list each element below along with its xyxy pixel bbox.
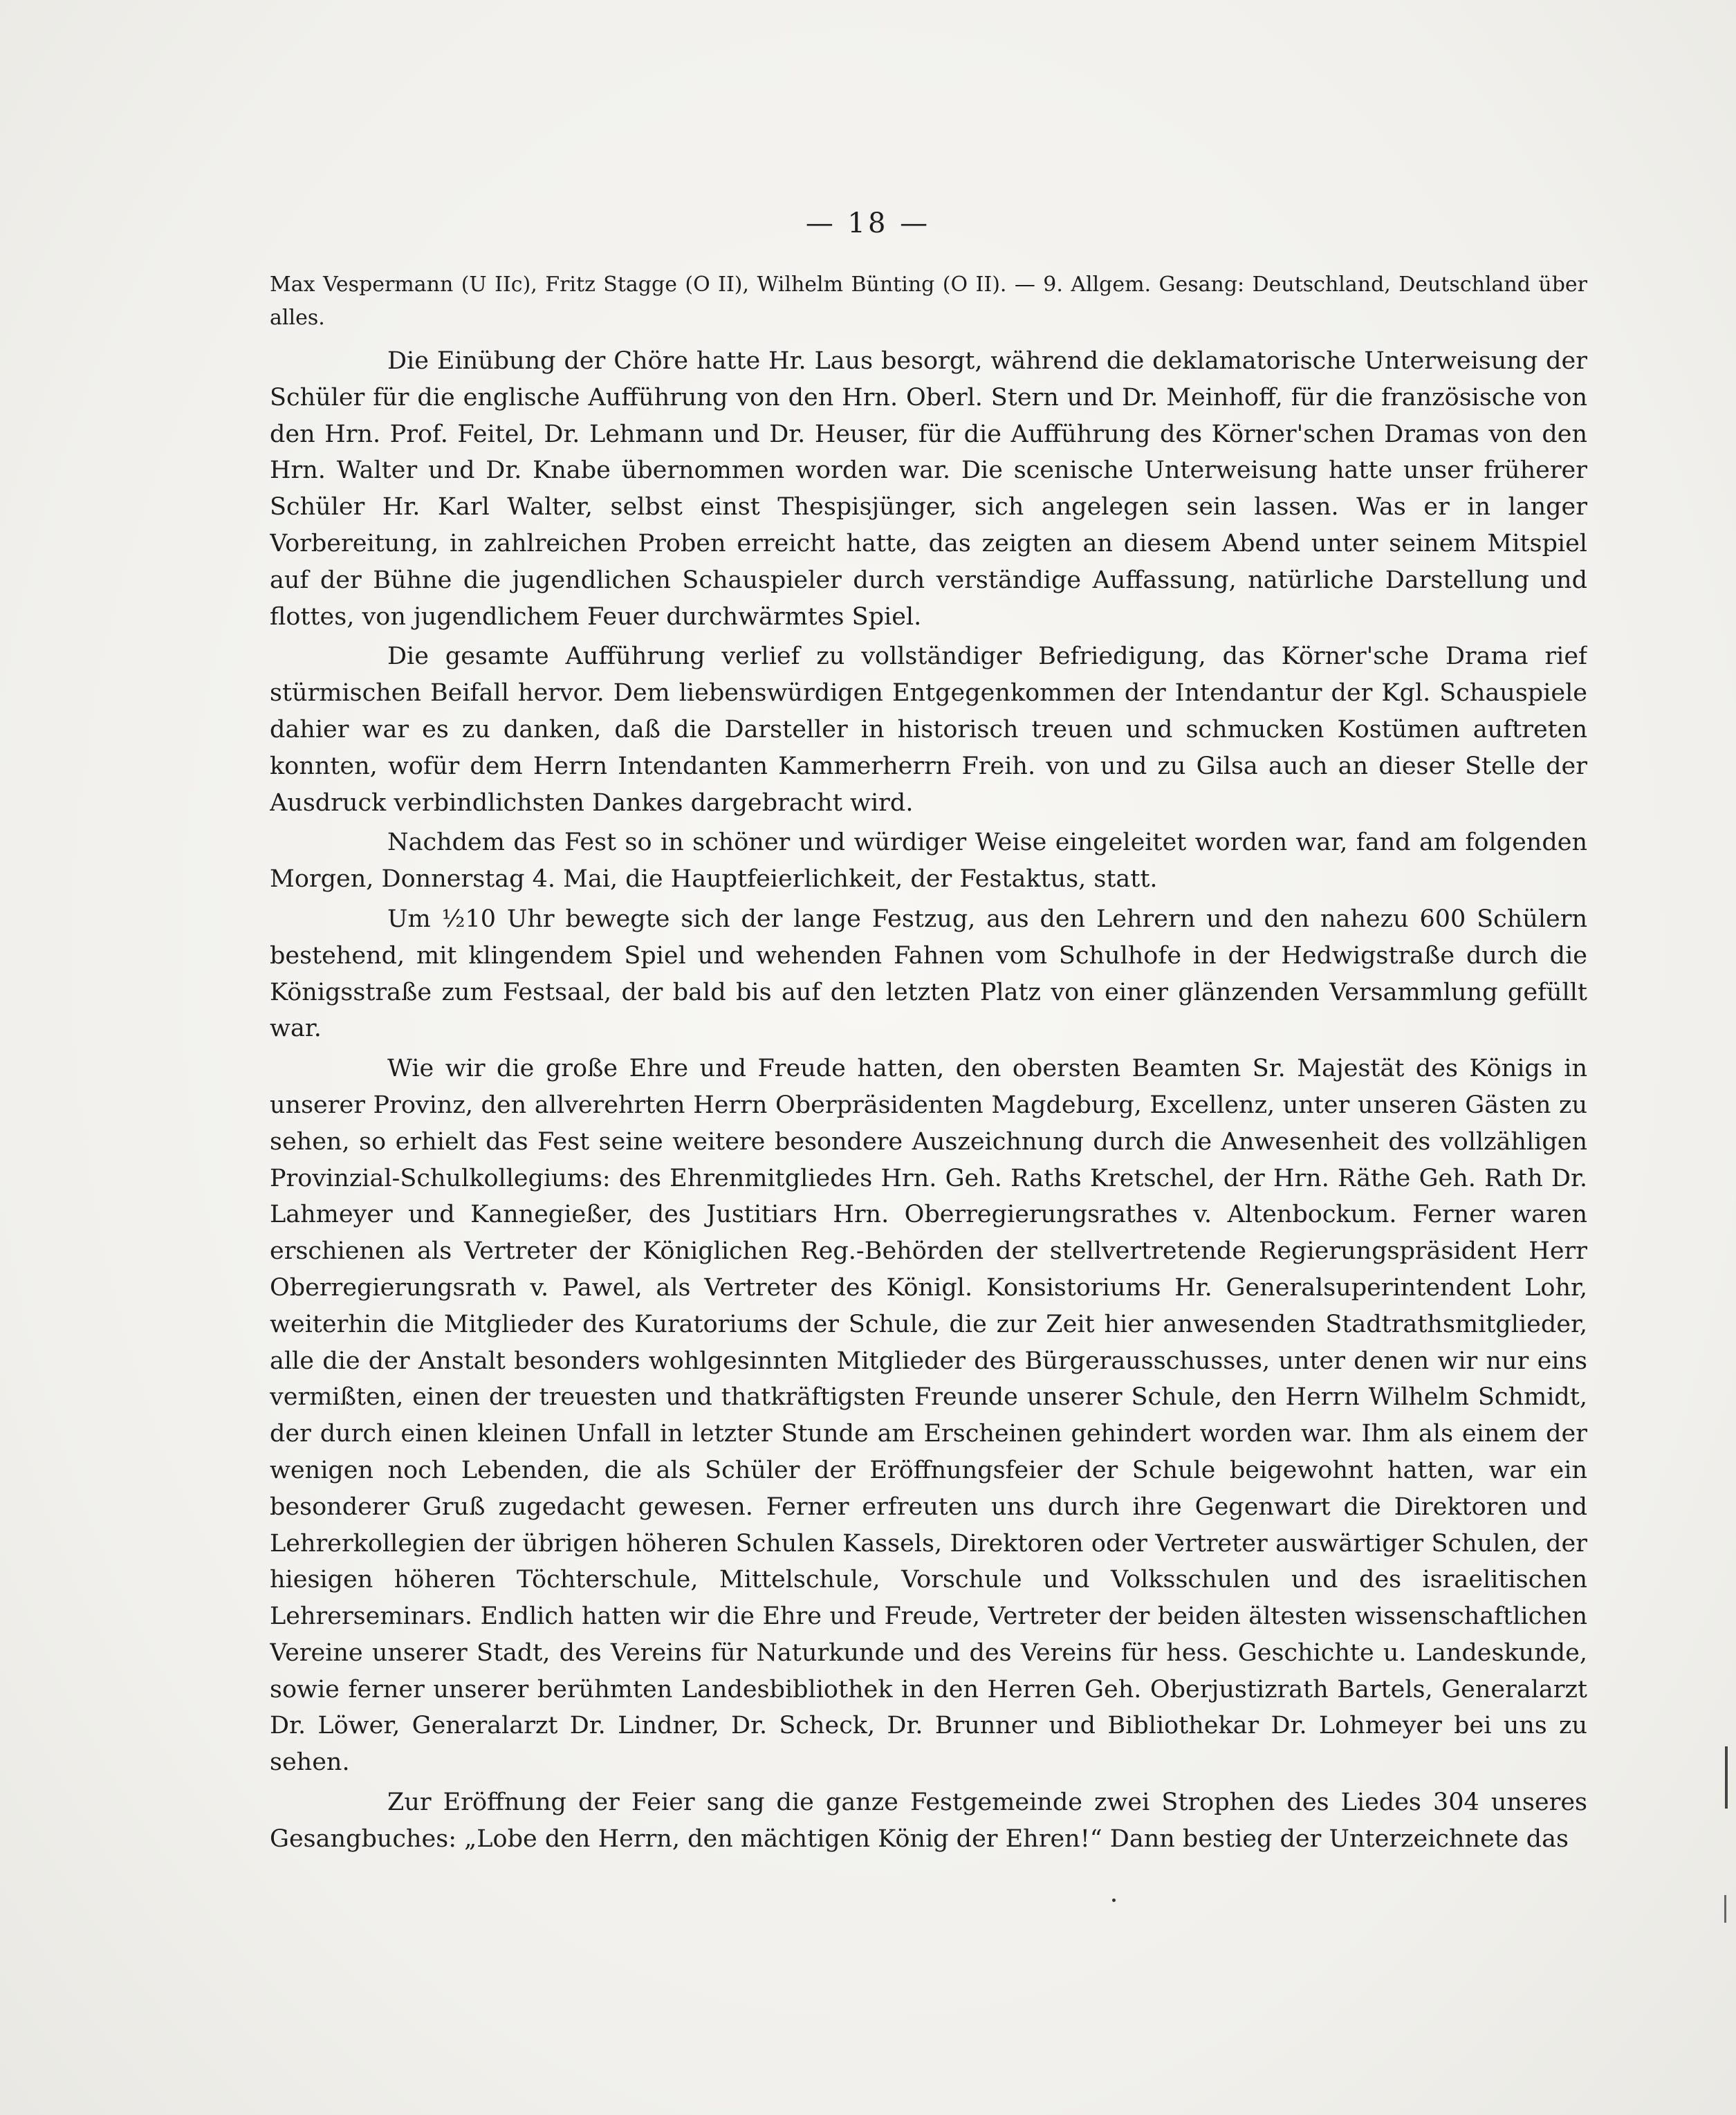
paragraph-next-morning: Nachdem das Fest so in schöner und würdiger Weise eingeleitet worden war, fand am folgenden Morgen, Donnerstag 4. Mai, die Hauptfeierlichkeit, der Festaktus, statt. [270,829,1587,894]
body-text [270,268,1587,2094]
paragraph-procession: Um ½10 Uhr bewegte sich der lange Festzug, aus den Lehrern und den nahezu 600 Schülern bestehend, mit klingendem Spiel und wehenden Fahnen vom Schulhofe in der Hedwigstraße durch die Königsstraße zum Festsaal, der bald bis auf den letzten Platz von einer glänzenden Versammlung gefüllt war. [270,905,1587,1043]
scan-edge-mark [1725,1746,1728,1809]
paragraph-rehearsals: Die Einübung der Chöre hatte Hr. Laus besorgt, während die deklamatorische Unterweisung der Schüler für die englische Aufführung von den Hrn. Oberl. Stern und Dr. Meinhoff, für die französische von den Hrn. Prof. Feitel, Dr. Lehmann und Dr. Heuser, für die Aufführung des Körner'schen Dramas von den Hrn. Walter und Dr. Knabe übernommen worden war. Die scenische Unterweisung hatte unser früherer Schüler Hr. Karl Walter, selbst einst Thespisjünger, sich angelegen sein lassen. Was er in langer Vorbereitung, in zahlreichen Proben erreicht hatte, das zeigten an diesem Abend unter seinem Mitspiel auf der Bühne die jugendlichen Schauspieler durch verständige Auffassung, natürliche Darstellung und flottes, von jugendlichem Feuer durchwärmtes Spiel. [270,347,1587,631]
paragraph-program-continuation: Max Vespermann (U IIc), Fritz Stagge (O II), Wilhelm Bünting (O II). — 9. Allgem. Gesang: Deutschland, Deutschland über alles. [270,273,1587,330]
paragraph-performance: Die gesamte Aufführung verlief zu vollständiger Befriedigung, das Körner'sche Drama rief stürmischen Beifall hervor. Dem liebenswürdigen Entgegenkommen der Intendantur der Kgl. Schauspiele dahier war es zu danken, daß die Darsteller in historisch treuen und schmucken Kostümen auftreten konnten, wofür dem Herrn Intendanten Kammerherrn Freih. von und zu Gilsa auch an dieser Stelle der Ausdruck verbindlichsten Dankes dargebracht wird. [270,643,1587,817]
scan-edge-mark-small [1724,1895,1726,1923]
paragraph-opening: Zur Eröffnung der Feier sang die ganze Festgemeinde zwei Strophen des Liedes 304 unseres Gesangbuches: „Lobe den Herrn, den mächtigen König der Ehren!“ Dann bestieg der Unterzeichnete das [270,1789,1587,1853]
print-speck [1112,1899,1116,1902]
paragraph-guests: Wie wir die große Ehre und Freude hatten, den obersten Beamten Sr. Majestät des Königs in unserer Provinz, den allverehrten Herrn Oberpräsidenten Magdeburg, Excellenz, unter unseren Gästen zu sehen, so erhielt das Fest seine weitere besondere Auszeichnung durch die Anwesenheit des vollzähligen Provinzial-Schulkollegiums: des Ehrenmitgliedes Hrn. Geh. Raths Kretschel, der Hrn. Räthe Geh. Rath Dr. Lahmeyer und Kannegießer, des Justitiars Hrn. Oberregierungsrathes v. Altenbockum. Ferner waren erschienen als Vertreter der Königlichen Reg.-Behörden der stellvertretende Regierungspräsident Herr Oberregierungsrath v. Pawel, als Vertreter des Königl. Konsistoriums Hr. Generalsuperintendent Lohr, weiterhin die Mitglieder des Kuratoriums der Schule, die zur Zeit hier anwesenden Stadtrathsmitglieder, alle die der Anstalt besonders wohlgesinnten Mitglieder des Bürgerausschusses, unter denen wir nur eins vermißten, einen der treuesten und thatkräftigsten Freunde unserer Schule, den Herrn Wilhelm Schmidt, der durch einen kleinen Unfall in letzter Stunde am Erscheinen gehindert worden war. Ihm als einem der wenigen noch Lebenden, die als Schüler der Eröffnungsfeier der Schule beigewohnt hatten, war ein besonderer Gruß zugedacht gewesen. Ferner erfreuten uns durch ihre Gegenwart die Direktoren und Lehrerkollegien der übrigen höheren Schulen Kassels, Direktoren oder Vertreter auswärtiger Schulen, der hiesigen höheren Töchterschule, Mittelschule, Vorschule und Volksschulen und des israelitischen Lehrerseminars. Endlich hatten wir die Ehre und Freude, Vertreter der beiden ältesten wissenschaftlichen Vereine unserer Stadt, des Vereins für Naturkunde und des Vereins für hess. Geschichte u. Landeskunde, sowie ferner unserer berühmten Landesbibliothek in den Herren Geh. Oberjustizrath Bartels, Generalarzt Dr. Löwer, Generalarzt Dr. Lindner, Dr. Scheck, Dr. Brunner und Bibliothekar Dr. Lohmeyer bei uns zu sehen. [270,1055,1587,1777]
page-number: — 18 — [805,207,931,239]
